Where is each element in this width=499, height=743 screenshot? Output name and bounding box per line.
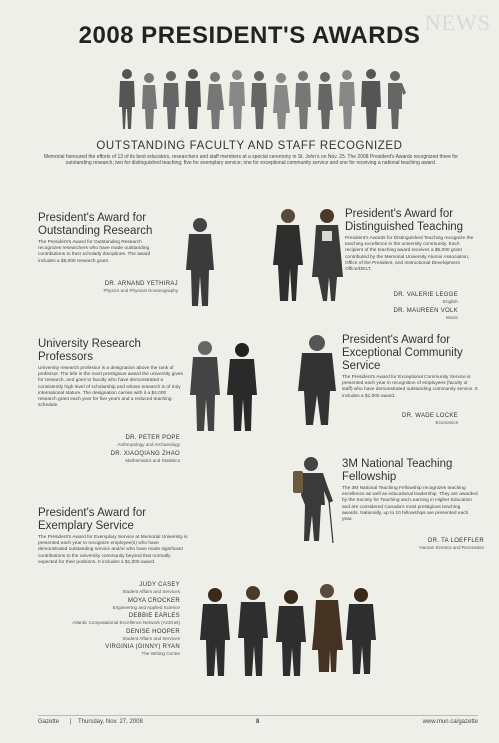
award-title: 3M National Teaching Fellowship bbox=[342, 458, 453, 483]
intro-paragraph: Memorial honoured the efforts of 13 of its best educators, researchers and staff members at a special ceremony in St. John's on Nov. 25. The 2008 President's Awards recognized three for outstanding research; two for distinguished teaching; five for exemplary service; one for exceptional community service and one for receiving a national teaching award. bbox=[43, 154, 459, 167]
footer-date: Thursday, Nov. 27, 2008 bbox=[78, 719, 143, 725]
recipient-dept: Physics and Physical Oceanography bbox=[103, 288, 178, 293]
recipient-name: DR. MAUREEN VOLK bbox=[393, 307, 458, 314]
recipient-dept: Mathematics and Statistics bbox=[125, 457, 180, 463]
photo-yethiraj bbox=[183, 216, 217, 308]
photo-pope bbox=[188, 339, 222, 435]
award-description: The 3M National Teaching Fellowship recognizes teaching excellence as well as educational leadership. They are awarded by the Society for Teaching and Learning in Higher Education and are considered Canada's most prestigious teaching awards. Nationally, up to 10 fellowships are presented each year. bbox=[342, 486, 478, 523]
recipient-name: DR. PETER POPE bbox=[125, 435, 180, 441]
community-recipients bbox=[380, 413, 458, 429]
award-community bbox=[342, 334, 478, 400]
recipient-name: DR. WADE LOCKE bbox=[402, 413, 458, 419]
recipient-dept: Economics bbox=[435, 420, 458, 425]
recipient-name: DR. VALERIE LEGGE bbox=[393, 292, 458, 298]
research-recipients bbox=[78, 281, 178, 297]
photo-service-group bbox=[198, 582, 378, 682]
recipient-dept: Student Affairs and Services bbox=[122, 589, 180, 594]
award-title: President's Award for Outstanding Research bbox=[38, 212, 153, 237]
recipient-dept: English bbox=[442, 299, 458, 304]
recipient-name: JUDY CASEY bbox=[139, 582, 180, 588]
recipient-dept: Human Kinetics and Recreation bbox=[419, 545, 484, 550]
banner-silhouettes bbox=[112, 68, 412, 130]
award-description: University research professor is a designation above the rank of professor. The title is the most prestigious award the university gives for research, and goes to faculty who have demonstrated a consistently high level of scholarship and whose research is of truly international stature. The designation carries with it a $4,000 research grant each year for five years and a reduced teaching schedule. bbox=[38, 366, 183, 409]
award-title: President's Award for Distinguished Teaching bbox=[345, 208, 464, 233]
award-teaching bbox=[345, 208, 479, 273]
urp-recipients bbox=[60, 435, 180, 466]
recipient-dept: Atlantic Computational Excellence Network (ACEnet) bbox=[72, 620, 180, 626]
award-description: The President's Award for Exceptional Community Service is presented each year in recognition of employees (faculty or staff) who have demonstrated outstanding community service. It includes a $1,000 award. bbox=[342, 375, 478, 399]
recipient-dept: Music bbox=[446, 314, 458, 320]
footer-publication: Gazette bbox=[38, 719, 60, 725]
recipient-dept: Engineering and Applied Science bbox=[112, 604, 180, 610]
footer-url: www.mun.ca/gazette bbox=[422, 719, 478, 725]
photo-loeffler bbox=[289, 455, 335, 545]
recipient-name: MOYA CROCKER bbox=[127, 597, 180, 604]
award-description: The President's Award for Outstanding Research recognizes researchers who have made outstanding contributions to their scholarly disciplines. The award includes a $5,000 research grant. bbox=[38, 240, 151, 264]
recipient-name: DR. ARNAND YETHIRAJ bbox=[104, 281, 178, 287]
service-recipients bbox=[40, 582, 180, 660]
award-title: President's Award for Exemplary Service bbox=[38, 507, 147, 532]
national-recipients bbox=[370, 538, 484, 554]
award-service bbox=[38, 507, 188, 566]
award-title: University Research Professors bbox=[38, 338, 141, 363]
footer-separator: | bbox=[70, 719, 72, 725]
award-description: President's Awards for Distinguished Teaching recognize the teaching excellence in the university community. Each recipient of the teaching award receives a $5,000 grant contributed by the Memorial University Alumni Association, Office of the President, and Instructional Development Office/DELT. bbox=[345, 236, 474, 273]
recipient-name: DR. TA LOEFFLER bbox=[428, 538, 484, 544]
teaching-recipients bbox=[380, 292, 458, 323]
recipient-name: DR. XIAOQIANG ZHAO bbox=[110, 450, 180, 457]
award-research bbox=[38, 212, 166, 265]
award-national bbox=[342, 458, 478, 523]
section-title: OUTSTANDING FACULTY AND STAFF RECOGNIZED bbox=[96, 140, 403, 152]
page-footer bbox=[38, 715, 478, 728]
recipient-dept: Anthropology and Archaeology bbox=[117, 442, 180, 447]
award-urp bbox=[38, 338, 184, 409]
award-description: The President's Award for Exemplary Service at Memorial University is presented each year to recognize employee(s) who have demonstrated outstanding service and/or who have made significant contributions to the university community beyond that normally expected for their positions. It includes a $1,000 award. bbox=[38, 535, 188, 565]
page-title: 2008 PRESIDENT'S AWARDS bbox=[78, 22, 421, 49]
photo-locke bbox=[297, 333, 337, 429]
recipient-name: DEBBIE EARLES bbox=[128, 613, 180, 620]
award-title: President's Award for Exceptional Community Service bbox=[342, 334, 463, 372]
recipient-dept: The Writing Centre bbox=[141, 651, 180, 657]
recipient-name: VIRGINIA (GINNY) RYAN bbox=[105, 644, 180, 651]
photo-volk bbox=[309, 207, 345, 303]
recipient-dept: Student Affairs and Services bbox=[122, 635, 180, 641]
recipient-name: DENISE HOOPER bbox=[126, 628, 180, 635]
photo-zhao bbox=[225, 341, 259, 435]
bleed-through-text: NEWS bbox=[424, 10, 491, 35]
footer-page-number: 8 bbox=[256, 719, 260, 725]
photo-legge bbox=[271, 207, 305, 303]
